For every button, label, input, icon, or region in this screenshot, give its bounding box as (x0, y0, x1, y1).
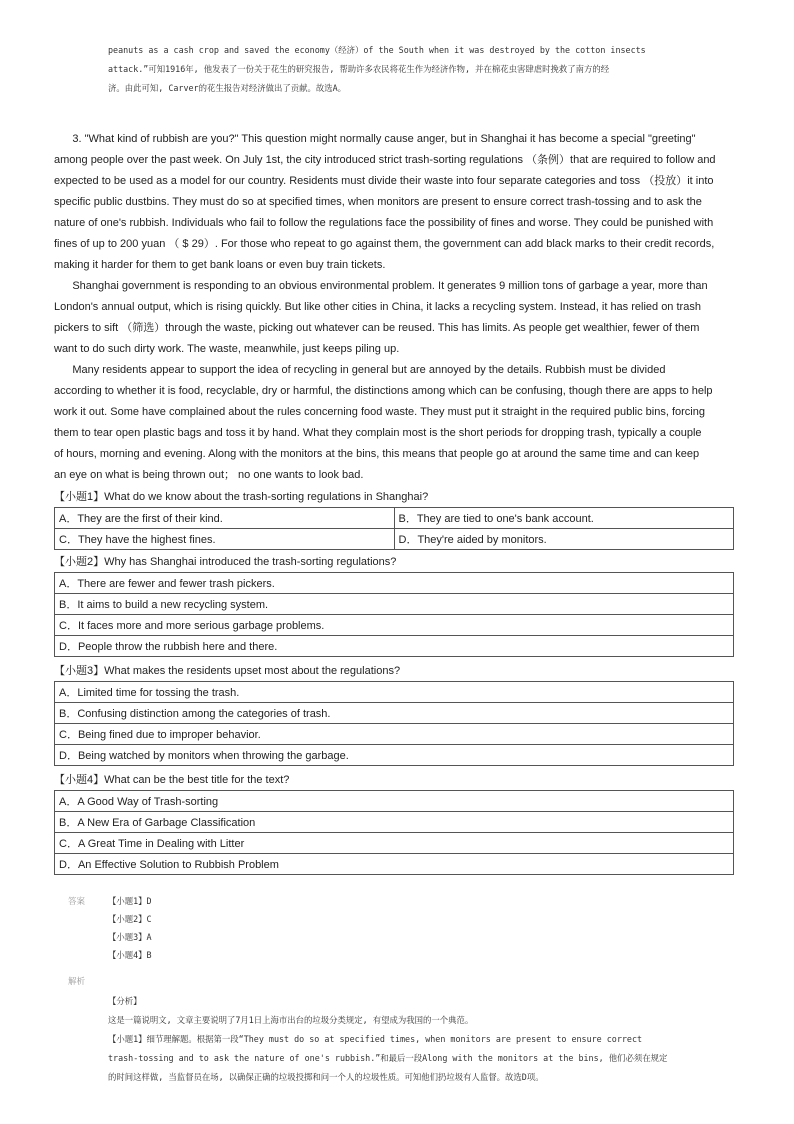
answer-item: 【小题2】C (108, 914, 152, 924)
analysis-line: 【小题1】细节理解题。根据第一段“They must do so at specified times, when monitors are present to ensure correct (108, 1034, 643, 1044)
option-a[interactable]: A．Limited time for tossing the trash. (55, 682, 734, 703)
note-line: attack.”可知1916年, 他发表了一份关于花生的研究报告, 帮助许多农民将花生作为经济作物, 并在棉花虫害肆虐时挽救了南方的经 (108, 64, 610, 74)
question-1-options (54, 507, 734, 550)
question-3-title: 【小题3】What makes the residents upset most about the regulations? (54, 665, 401, 677)
option-b[interactable]: B．They are tied to one's bank account. (394, 508, 734, 529)
question-4-options (54, 790, 734, 875)
option-d[interactable]: D．They're aided by monitors. (394, 529, 734, 550)
passage-line: 3. "What kind of rubbish are you?" This question might normally cause anger, but in Shanghai it has become a special "greeting" (54, 133, 696, 145)
question-2-title: 【小题2】Why has Shanghai introduced the trash-sorting regulations? (54, 556, 397, 568)
analysis-line: 这是一篇说明文, 文章主要说明了7月1日上海市出台的垃圾分类规定, 有望成为我国的一个典范。 (108, 1015, 474, 1025)
passage-line: nature of one's rubbish. Individuals who fail to follow the regulations face the possibility of fines and worse. They could be punished with (54, 217, 714, 229)
question-1-title: 【小题1】What do we know about the trash-sorting regulations in Shanghai? (54, 491, 429, 503)
answer-list (108, 892, 152, 964)
passage-line: pickers to sift （筛选）through the waste, picking out whatever can be reused. This has limits. As people get wealthier, fewer of them (54, 322, 700, 334)
option-d[interactable]: D．Being watched by monitors when throwing the garbage. (55, 745, 734, 766)
passage-line: making it harder for them to get bank loans or even buy train tickets. (54, 259, 386, 271)
passage-line: want to do such dirty work. The waste, meanwhile, just keeps piling up. (54, 343, 400, 355)
reading-passage (54, 129, 754, 486)
option-d[interactable]: D．People throw the rubbish here and there. (55, 636, 734, 657)
option-b[interactable]: B．A New Era of Garbage Classification (55, 812, 734, 833)
answer-item: 【小题1】D (108, 896, 152, 906)
option-c[interactable]: C．It faces more and more serious garbage problems. (55, 615, 734, 636)
question-3-options (54, 681, 734, 766)
previous-answer-explanation (108, 41, 646, 98)
passage-line: work it out. Some have complained about the rules concerning food waste. They must put it straight in the required public bins, forcing (54, 406, 705, 418)
passage-line: an eye on what is being thrown out； no one wants to look bad. (54, 469, 364, 481)
analysis-line: trash-tossing and to ask the nature of one's rubbish.”和最后一段Along with the monitors at the bins, 他们必须在规定 (108, 1053, 668, 1063)
question-2-options (54, 572, 734, 657)
answer-item: 【小题3】A (108, 932, 152, 942)
analysis-line: 的时间这样做, 当监督员在场, 以确保正确的垃圾投掷和问一个人的垃圾性质。可知他们扔垃圾有人监督。故选D项。 (108, 1072, 544, 1082)
passage-line: Shanghai government is responding to an obvious environmental problem. It generates 9 million tons of garbage a year, more than (54, 280, 708, 292)
passage-line: London's annual output, which is rising quickly. But like other cities in China, it lacks a recycling system. Instead, it has relied on trash (54, 301, 701, 313)
passage-line: specific public dustbins. They must do so at specified times, when monitors are present to ensure correct trash-tossing and to ask the (54, 196, 702, 208)
note-line: 济。由此可知, Carver的花生报告对经济做出了贡献。故选A。 (108, 83, 347, 93)
passage-line: of hours, morning and evening. Along with the monitors at the bins, this means that people go at around the same time and can keep (54, 448, 700, 460)
option-b[interactable]: B．It aims to build a new recycling system. (55, 594, 734, 615)
passage-line: according to whether it is food, recyclable, dry or harmful, the distinctions among which can be confusing, though there are apps to help (54, 385, 713, 397)
answer-label: 答案 (68, 897, 86, 907)
option-c[interactable]: C．Being fined due to improper behavior. (55, 724, 734, 745)
note-line: peanuts as a cash crop and saved the economy（经济）of the South when it was destroyed by the cotton insects (108, 45, 646, 55)
question-4-title: 【小题4】What can be the best title for the text? (54, 774, 290, 786)
answer-item: 【小题4】B (108, 950, 152, 960)
option-d[interactable]: D．An Effective Solution to Rubbish Problem (55, 854, 734, 875)
passage-line: among people over the past week. On July 1st, the city introduced strict trash-sorting regulations （条例）that are required to follow and (54, 154, 716, 166)
analysis-label: 解析 (68, 977, 86, 987)
option-c[interactable]: C．A Great Time in Dealing with Litter (55, 833, 734, 854)
passage-line: fines of up to 200 yuan （ $ 29）. For those who repeat to go against them, the government can add black marks to their credit records, (54, 238, 715, 250)
option-c[interactable]: C．They have the highest fines. (55, 529, 395, 550)
passage-line: expected to be used as a model for our country. Residents must divide their waste into four separate categories and toss （投放）it into (54, 175, 714, 187)
option-a[interactable]: A．A Good Way of Trash-sorting (55, 791, 734, 812)
option-a[interactable]: A．They are the first of their kind. (55, 508, 395, 529)
analysis-body (108, 992, 667, 1087)
analysis-line: 【分析】 (108, 996, 142, 1006)
option-a[interactable]: A．There are fewer and fewer trash pickers. (55, 573, 734, 594)
passage-line: them to tear open plastic bags and toss it by hand. What they complain most is the short periods for dropping trash, typically a couple (54, 427, 702, 439)
passage-line: Many residents appear to support the idea of recycling in general but are annoyed by the details. Rubbish must be divided (54, 364, 666, 376)
option-b[interactable]: B．Confusing distinction among the categories of trash. (55, 703, 734, 724)
